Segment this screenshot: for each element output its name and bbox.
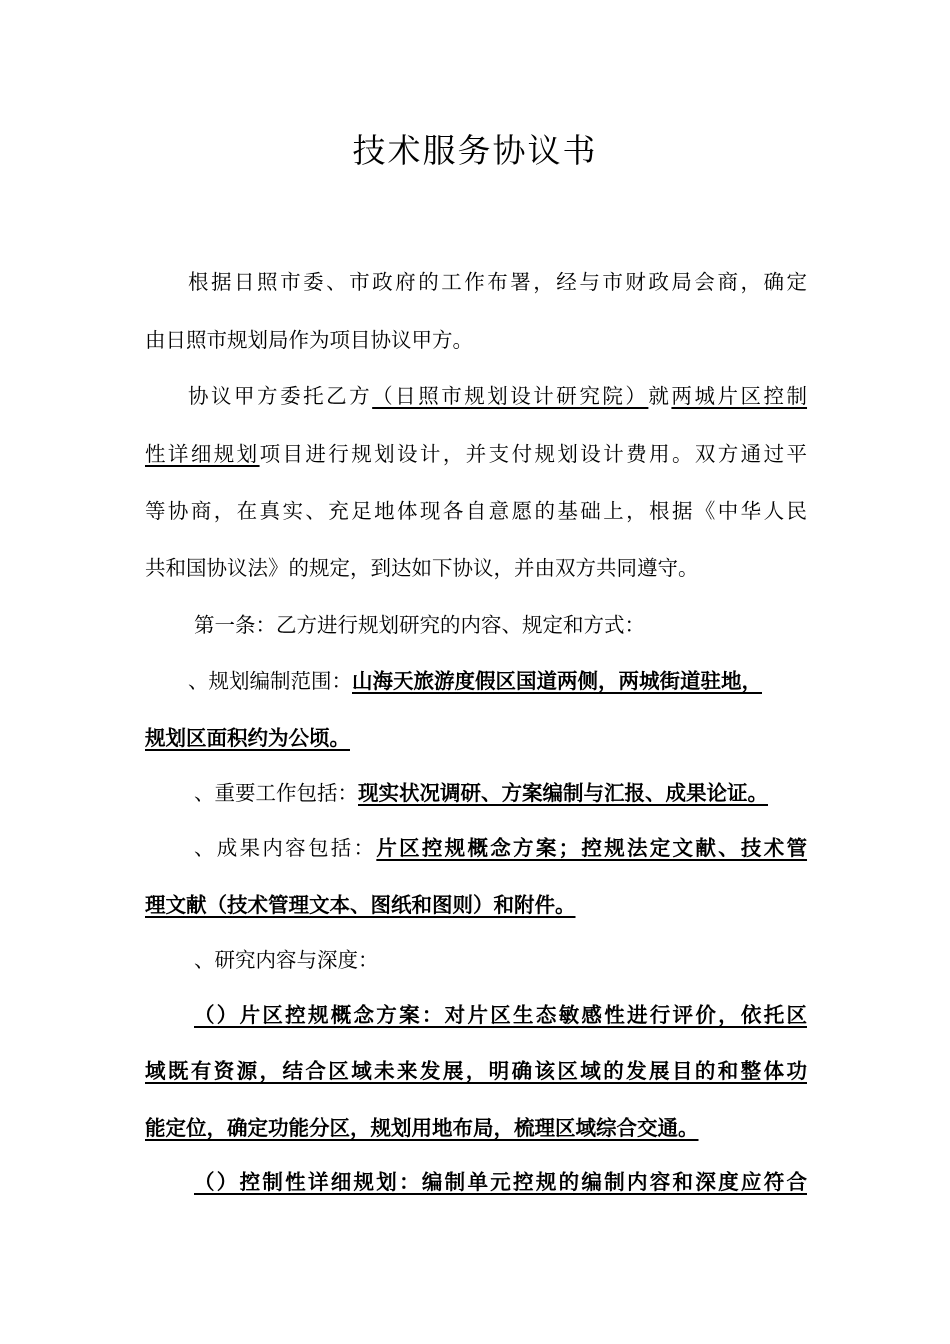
text-run: 项目进行规划设计，并支付规划设计费用。双方通过平 [259, 442, 808, 466]
text-run: 协议甲方委托乙方 [188, 384, 373, 408]
paragraph-1-line-2: 由日照市规划局作为项目协议甲方。 [145, 328, 473, 352]
item-3-line-2 [145, 891, 807, 919]
item-3-value: 片区控规概念方案；控规法定文献、技术管 [376, 836, 808, 860]
item-1-label: 、规划编制范围： [188, 669, 352, 693]
paragraph-2-line-4: 共和国协议法》的规定，到达如下协议，并由双方共同遵守。 [145, 556, 699, 580]
project-name-part-2: 性详细规划 [145, 442, 260, 466]
item-1-line-1 [188, 667, 807, 695]
sub-item-2-line-1: （）控制性详细规划：编制单元控规的编制内容和深度应符合 [194, 1170, 807, 1194]
item-3-value-cont: 理文献（技术管理文本、图纸和图则）和附件。 [145, 893, 576, 917]
item-1-value: 山海天旅游度假区国道两侧，两城街道驻地， [352, 669, 762, 693]
document-title: 技术服务协议书 [352, 131, 598, 170]
article-1-heading: 第一条：乙方进行规划研究的内容、规定和方式： [194, 613, 645, 637]
project-name-part-1: 两城片区控制 [671, 384, 808, 408]
item-3-line-1 [194, 834, 807, 862]
text-run: 就 [648, 384, 672, 408]
item-2-line [194, 779, 807, 807]
sub-item-1-line-2: 域既有资源，结合区域未来发展，明确该区域的发展目的和整体功 [145, 1059, 807, 1083]
item-3-label: 、成果内容包括： [194, 836, 377, 860]
paragraph-2-line-1 [188, 382, 807, 410]
item-1-value-cont: 规划区面积约为公顷。 [145, 726, 350, 750]
item-4-line: 、研究内容与深度： [194, 948, 379, 972]
party-b-name: （日照市规划设计研究院） [372, 384, 649, 408]
paragraph-1-line-1: 根据日照市委、市政府的工作布署，经与市财政局会商，确定 [188, 270, 807, 294]
paragraph-2-line-3: 等协商，在真实、充足地体现各自意愿的基础上，根据《中华人民 [145, 499, 807, 523]
sub-item-1-line-3: 能定位，确定功能分区，规划用地布局，梳理区域综合交通。 [145, 1116, 699, 1140]
item-2-value: 现实状况调研、方案编制与汇报、成果论证。 [358, 781, 768, 805]
sub-item-1-line-1: （）片区控规概念方案：对片区生态敏感性进行评价，依托区 [194, 1003, 807, 1027]
item-2-label: 、重要工作包括： [194, 781, 358, 805]
item-1-line-2 [145, 724, 807, 752]
paragraph-2-line-2 [145, 440, 807, 468]
